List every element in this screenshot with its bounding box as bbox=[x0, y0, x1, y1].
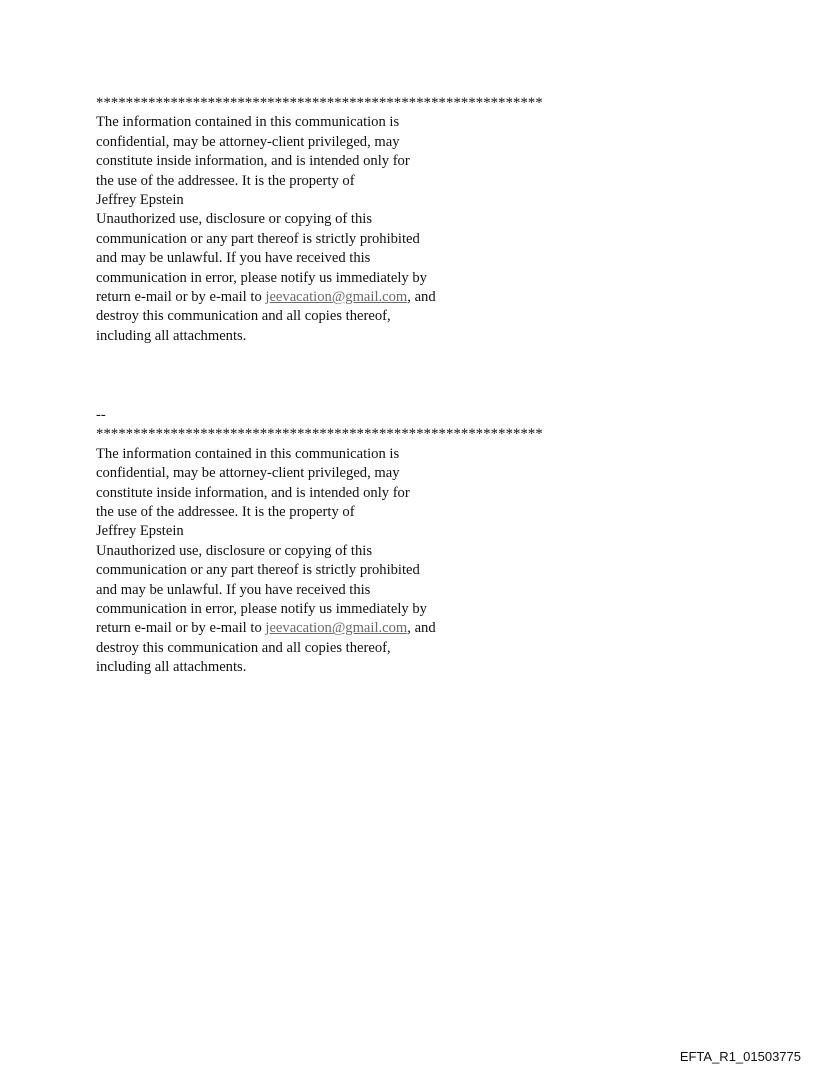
disclaimer-line: Jeffrey Epstein bbox=[96, 523, 184, 540]
disclaimer-line: the use of the addressee. It is the property of bbox=[96, 172, 355, 189]
disclaimer-line: confidential, may be attorney-client privileged, may bbox=[96, 133, 400, 150]
disclaimer-block-1 bbox=[96, 94, 616, 346]
disclaimer-line: Unauthorized use, disclosure or copying of this bbox=[96, 211, 373, 228]
disclaimer-line: communication or any part thereof is strictly prohibited bbox=[96, 562, 420, 579]
disclaimer-line: Jeffrey Epstein bbox=[96, 192, 184, 209]
disclaimer-email-line bbox=[96, 288, 616, 307]
asterisk-separator: ************************************************************ bbox=[96, 95, 543, 111]
disclaimer-line: communication in error, please notify us immediately by bbox=[96, 601, 427, 618]
disclaimer-line: constitute inside information, and is intended only for bbox=[96, 153, 410, 170]
disclaimer-line: and may be unlawful. If you have received this bbox=[96, 581, 371, 598]
disclaimer-line: destroy this communication and all copies thereof, bbox=[96, 639, 391, 656]
email-line-suffix: , and bbox=[407, 620, 436, 637]
disclaimer-line: the use of the addressee. It is the property of bbox=[96, 504, 355, 521]
disclaimer-line: constitute inside information, and is intended only for bbox=[96, 484, 410, 501]
disclaimer-email-line bbox=[96, 619, 616, 638]
disclaimer-line: confidential, may be attorney-client privileged, may bbox=[96, 465, 400, 482]
disclaimer-line: The information contained in this communication is bbox=[96, 445, 400, 462]
disclaimer-block-2 bbox=[96, 406, 616, 678]
email-line-prefix: return e-mail or by e-mail to bbox=[96, 289, 266, 306]
disclaimer-line: communication or any part thereof is strictly prohibited bbox=[96, 230, 420, 247]
disclaimer-line: including all attachments. bbox=[96, 659, 247, 676]
dash-separator: -- bbox=[96, 407, 106, 423]
email-link[interactable]: jeevacation@gmail.com bbox=[265, 289, 408, 306]
email-link[interactable]: jeevacation@gmail.com bbox=[265, 620, 408, 637]
email-line-suffix: , and bbox=[407, 289, 436, 306]
disclaimer-line: destroy this communication and all copies thereof, bbox=[96, 308, 391, 325]
disclaimer-line: and may be unlawful. If you have received this bbox=[96, 250, 371, 267]
disclaimer-line: The information contained in this communication is bbox=[96, 114, 400, 131]
document-id-footer: EFTA_R1_01503775 bbox=[679, 1049, 801, 1064]
email-line-prefix: return e-mail or by e-mail to bbox=[96, 620, 266, 637]
disclaimer-line: Unauthorized use, disclosure or copying of this bbox=[96, 542, 373, 559]
disclaimer-line: communication in error, please notify us immediately by bbox=[96, 269, 427, 286]
asterisk-separator: ************************************************************ bbox=[96, 426, 543, 443]
disclaimer-line: including all attachments. bbox=[96, 327, 247, 344]
